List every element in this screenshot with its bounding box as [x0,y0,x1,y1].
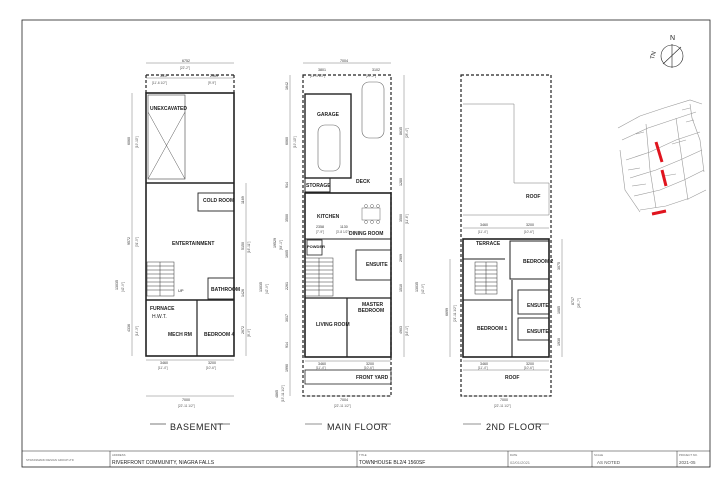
dim-text: 3500 [285,214,289,222]
dim-text: 2909 [399,254,403,262]
dim-text: 3460 [160,361,168,365]
dim-text: [21'-11 1/2"] [453,305,457,322]
dim-text: 7004 [340,59,348,63]
stairs-up-label: UP [178,288,184,293]
room-bedroom-2: BEDROOM 2 [523,259,554,265]
dining-table-icon [362,205,380,224]
north-label-tn: TN [649,50,658,61]
room-entertainment: ENTERTAINMENT [172,241,215,247]
dim-text: 8717 [571,297,575,305]
room-unexcavated: UNEXCAVATED [150,106,187,112]
garage [305,94,351,178]
dim-text: [22'-11 1/2"] [494,404,511,408]
project-label: PROJECT NO. [679,453,698,457]
key-map-icon [618,100,706,212]
dim-text: 4336 [127,324,131,332]
dim-text: [12'-5 1/2"] [310,74,326,78]
dim-text: [19'-10"] [135,136,139,148]
main-floor-plan [273,59,425,432]
car-icon [318,125,340,171]
sheet-border [22,20,710,467]
room-deck: DECK [356,179,371,185]
room-storage: STORAGE [306,183,331,189]
dim-text: [7'-9"] [316,230,325,234]
scale-value: AS NOTED [597,460,621,465]
dim-text: 3801 [318,68,326,72]
room-front-yard: FRONT YARD [356,375,389,381]
dim-text: 1605 [285,250,289,258]
dim-text: [10'-6"] [206,366,216,370]
basement-stairs [147,262,174,296]
room-master: MASTER [362,302,384,308]
dim-text: 1085 [557,306,561,314]
address-value: RIVERFRONT COMMUNITY, NIAGRA FALLS [112,460,215,466]
dim-text: [10'-6"] [524,230,534,234]
dim-text: [9'-9"] [208,81,217,85]
room-terrace: TERRACE [476,241,501,247]
dim-text: 3460 [318,362,326,366]
dim-text: [11'-4"] [158,366,168,370]
room-dining: DINING ROOM [349,231,384,237]
dim-text: [42'-9"] [421,284,425,294]
north-arrow-icon [650,35,683,68]
room-ensuite-b: ENSUITE [527,329,549,335]
room-mech-rm: MECH RM [168,332,192,338]
dim-text: [11'-4"] [478,230,488,234]
dim-text: 3200 [208,361,216,365]
dim-text: [22'-11 1/2"] [334,404,351,408]
dim-text: [28'-4"] [405,128,409,138]
plan-title-main: MAIN FLOOR [327,422,389,432]
dim-text: 3200 [366,362,374,366]
title-block [22,451,710,467]
north-label-n: N [670,35,676,42]
car-icon [362,82,384,138]
room-living: LIVING ROOM [316,322,350,328]
room-hwt: H.W.T. [152,314,167,320]
dim-text: 7004 [340,398,348,402]
room-roof-top: ROOF [526,194,541,200]
second-floor-plan [445,75,581,432]
dim-text: 3460 [480,362,488,366]
scale-label: SCALE [594,453,604,457]
dim-text: 2358 [316,225,324,229]
dim-text: [10'-6"] [524,366,534,370]
room-furnace: FURNACE [150,306,175,312]
second-stairs [475,262,497,294]
dim-text: 1426 [241,289,245,297]
ensuite-a [518,290,549,314]
room-bathroom: BATHROOM [211,287,241,293]
dim-text: 914 [285,182,289,188]
dim-text: 1930 [557,338,561,346]
dim-text: 3500 [399,214,403,222]
dim-text: 8635 [399,127,403,135]
dim-text: [16'-11"] [247,241,251,253]
main-stairs [305,258,333,296]
dim-text: [22'-2"] [180,66,190,70]
dim-text: [15'-11 1/2"] [281,385,285,402]
dim-text: 3200 [526,362,534,366]
title-value: TOWNHOUSE BL2/4 1560SF [359,460,426,466]
dim-text: [8'-9"] [247,328,251,337]
dim-text: [11'-6"] [405,214,409,224]
dim-text: [14'-3"] [135,326,139,336]
room-bedroom-4: BEDROOM 4 [204,332,235,338]
room-master-bedroom: BEDROOM [358,308,385,314]
title-label: TITLE [359,453,367,457]
dim-text: 2969 [210,74,218,78]
key-map-highlight [652,142,666,214]
date-value: 02/01/2021 [510,460,531,465]
dim-text: 4903 [399,326,403,334]
date-label: DATE [510,453,518,457]
dim-text: 6752 [182,59,190,63]
dim-text: 3102 [372,68,380,72]
dim-text: 5150 [241,242,245,250]
dim-text: 6060 [285,137,289,145]
room-roof-bottom: ROOF [505,375,520,381]
dim-text: [28'-7"] [577,298,581,308]
dim-text: [42'-9"] [265,284,269,294]
company-name: STRASSMANN DESIGN GROUP LTD [26,458,74,462]
dim-text: [10'-2"] [366,74,376,78]
room-powder: POWDER [307,244,325,249]
dim-text: [3'-8 1/2"] [336,230,350,234]
address-label: ADDRESS [112,453,126,457]
dim-text: 6060 [127,137,131,145]
dim-text: [19'-10"] [293,136,297,148]
basement-plan [115,59,269,432]
dim-text: 2672 [241,326,245,334]
plan-title-basement: BASEMENT [170,422,224,432]
dim-text: [16'-1"] [405,326,409,336]
dim-text: 3017 [285,314,289,322]
dim-text: [22'-11 1/2"] [178,404,195,408]
dim-text: 1130 [340,225,348,229]
room-ensuite-a: ENSUITE [527,303,549,309]
room-kitchen: KITCHEN [317,214,340,220]
project-value: 2021-05 [679,460,696,465]
dim-text: [11'-6 1/2"] [152,81,167,85]
dim-text: 19529 [273,238,277,248]
dim-text: 13035 [115,280,119,290]
dim-text: 1642 [285,82,289,90]
dim-text: 6699 [445,308,449,316]
dim-text: 1510 [399,284,403,292]
room-bedroom-1: BEDROOM 1 [477,326,508,332]
dim-text: [11'-4"] [478,366,488,370]
dim-text: [64'-1"] [279,240,283,250]
dim-text: 1280 [399,178,403,186]
second-lot-outline [461,75,551,396]
dim-text: 9572 [127,237,131,245]
room-garage: GARAGE [317,112,339,118]
dim-text: 3517 [160,74,168,78]
room-main-ensuite: ENSUITE [366,262,388,268]
dim-text: 13035 [259,282,263,292]
dim-text: 3460 [480,223,488,227]
dim-text: 2261 [285,282,289,290]
dim-text: 3200 [526,223,534,227]
dim-text: 1169 [241,196,245,204]
dim-text: 1990 [285,364,289,372]
second-house-outline [463,239,549,357]
room-cold-room: COLD ROOM [203,198,235,204]
dim-text: [42'-9"] [121,282,125,292]
dim-text: 7000 [182,398,190,402]
plan-title-second: 2ND FLOOR [486,422,543,432]
dim-text: [31'-5"] [135,237,139,247]
dim-text: 914 [285,342,289,348]
dim-text: [10'-6"] [364,366,374,370]
dim-text: 4865 [275,390,279,398]
dim-text: 7000 [500,398,508,402]
dim-text: 13035 [415,282,419,292]
dim-text: 3075 [557,262,561,270]
dim-text: [11'-4"] [316,366,326,370]
